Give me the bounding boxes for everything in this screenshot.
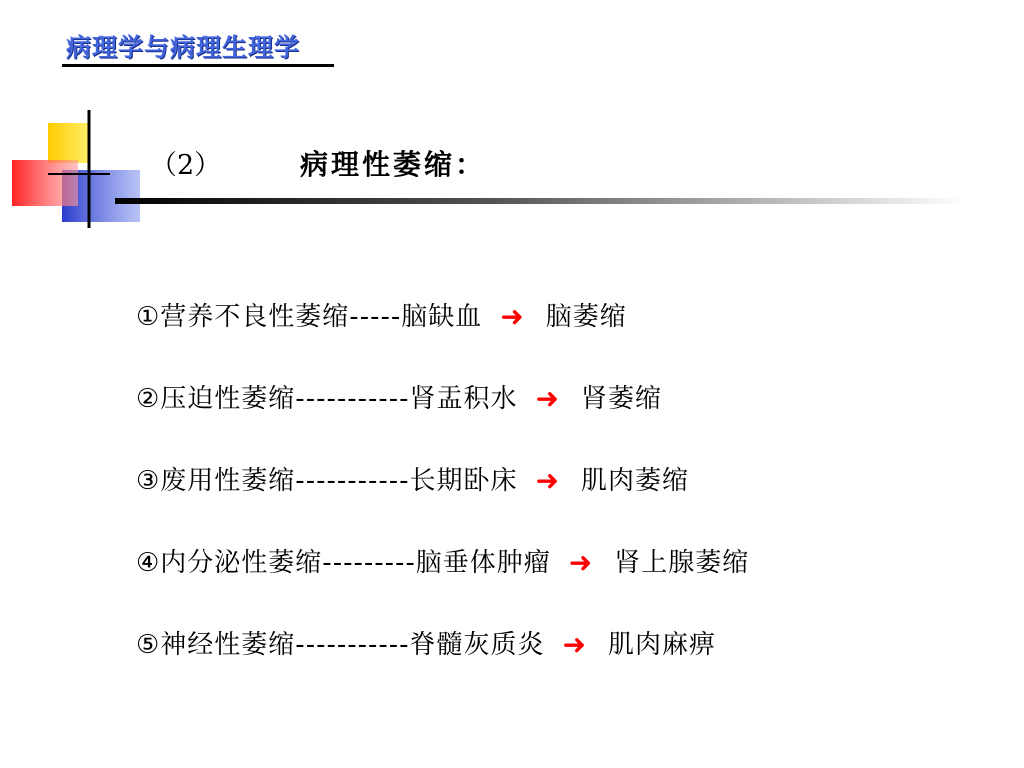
arrow-icon: ➜ (562, 628, 586, 661)
list-item (136, 604, 749, 686)
arrow-icon: ➜ (535, 464, 559, 497)
item-result: 肌肉麻痹 (607, 630, 716, 660)
decorative-squares (0, 0, 160, 240)
item-result: 肌肉萎缩 (580, 466, 689, 496)
atrophy-list (136, 276, 749, 686)
slide-subtitle (150, 143, 486, 183)
section-title: 病理性萎缩： (300, 148, 487, 181)
item-result: 肾萎缩 (580, 384, 662, 414)
deco-red-square (12, 160, 78, 206)
section-number: （2） (150, 150, 222, 181)
item-cause: ①营养不良性萎缩-----脑缺血 (136, 302, 483, 332)
title-underline (115, 198, 965, 204)
header-title: 病理学与病理生理学 (66, 33, 301, 62)
item-cause: ⑤神经性萎缩-----------脊髓灰质炎 (136, 630, 545, 660)
item-cause: ④内分泌性萎缩---------脑垂体肿瘤 (136, 548, 551, 578)
item-result: 肾上腺萎缩 (614, 548, 750, 578)
item-cause: ②压迫性萎缩-----------肾盂积水 (136, 384, 518, 414)
deco-yellow-square (48, 123, 88, 163)
list-item (136, 358, 749, 440)
arrow-icon: ➜ (568, 546, 593, 579)
arrow-icon: ➜ (500, 300, 524, 333)
item-cause: ③废用性萎缩-----------长期卧床 (136, 466, 518, 496)
list-item (136, 522, 749, 604)
list-item (136, 440, 749, 522)
list-item (136, 276, 749, 358)
item-result: 脑萎缩 (545, 302, 627, 332)
arrow-icon: ➜ (535, 382, 559, 415)
